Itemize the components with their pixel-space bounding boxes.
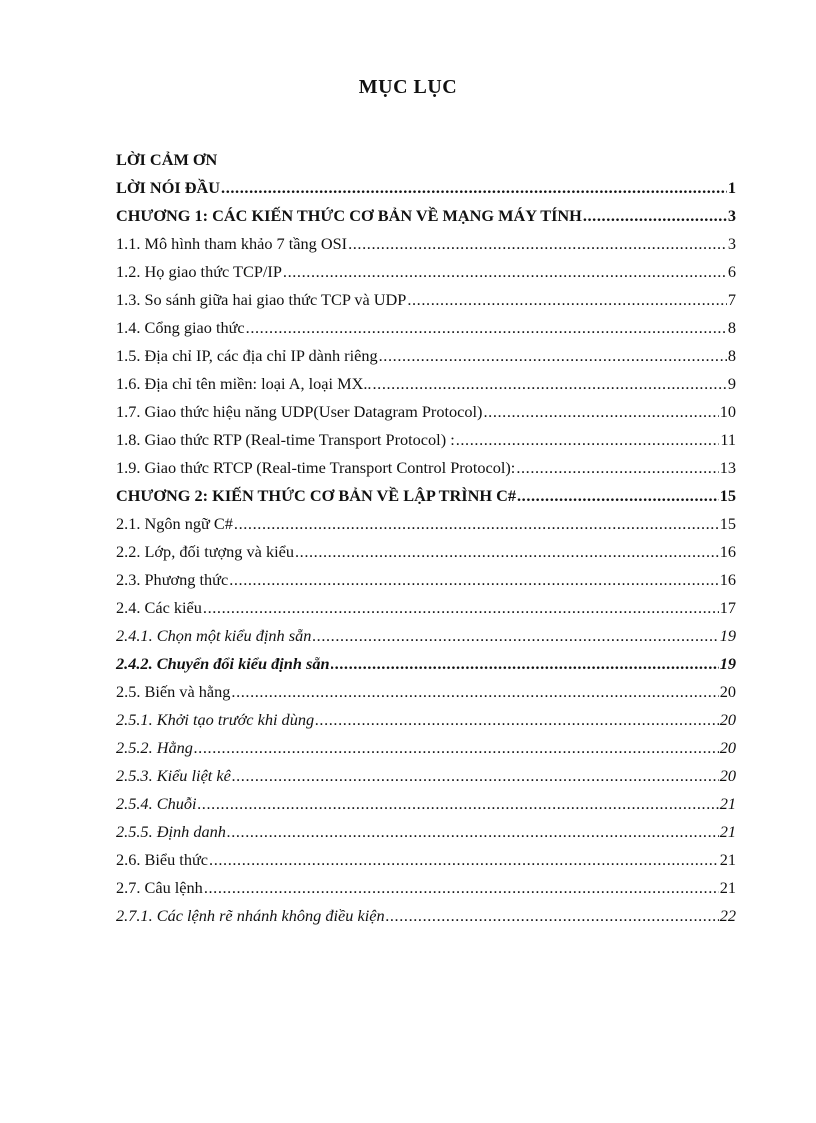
toc-entry-title: 2.1. Ngôn ngữ C# bbox=[116, 514, 233, 533]
toc-entry-title: 1.7. Giao thức hiệu năng UDP(User Datagram Protocol) bbox=[116, 402, 483, 421]
toc-dot-leader bbox=[194, 734, 719, 762]
toc-entry bbox=[116, 762, 736, 790]
toc-dot-leader bbox=[295, 538, 719, 566]
toc-entry bbox=[116, 594, 736, 622]
toc-page-number: 3 bbox=[727, 206, 736, 225]
toc-page-number: 15 bbox=[719, 514, 736, 533]
toc-dot-leader bbox=[198, 790, 719, 818]
toc-page-number: 20 bbox=[719, 766, 736, 785]
toc-dot-leader bbox=[283, 258, 727, 286]
toc-dot-leader bbox=[386, 902, 719, 930]
toc-page-number: 19 bbox=[719, 626, 736, 645]
toc-dot-leader bbox=[483, 398, 718, 426]
toc-entry-title: 2.4.1. Chọn một kiểu định sẵn bbox=[116, 626, 312, 645]
toc-entry-title: CHƯƠNG 2: KIẾN THỨC CƠ BẢN VỀ LẬP TRÌNH C# bbox=[116, 486, 516, 505]
toc-entry-title: 2.5.5. Định danh bbox=[116, 822, 226, 841]
toc-page-number: 15 bbox=[719, 486, 736, 505]
toc-page-number: 17 bbox=[719, 598, 736, 617]
toc-entry-title: 1.5. Địa chỉ IP, các địa chỉ IP dành riêng bbox=[116, 346, 378, 365]
toc-page-number: 20 bbox=[719, 738, 736, 757]
toc-entry bbox=[116, 286, 736, 314]
toc-dot-leader bbox=[232, 762, 719, 790]
toc-entry bbox=[116, 398, 736, 426]
toc-dot-leader bbox=[229, 566, 719, 594]
toc-entry-title: 2.2. Lớp, đối tượng và kiểu bbox=[116, 542, 294, 561]
toc-entry-title: 1.9. Giao thức RTCP (Real-time Transport Control Protocol): bbox=[116, 458, 516, 477]
toc-entry-title: 2.4. Các kiểu bbox=[116, 598, 202, 617]
toc-entry bbox=[116, 846, 736, 874]
toc-dot-leader bbox=[517, 482, 719, 510]
toc-entry bbox=[116, 370, 736, 398]
toc-dot-leader bbox=[407, 286, 727, 314]
toc-page-number: 8 bbox=[727, 318, 736, 337]
toc-entry-title: 1.2. Họ giao thức TCP/IP bbox=[116, 262, 282, 281]
toc-entry-title: 2.4.2. Chuyển đổi kiểu định sẵn bbox=[116, 654, 330, 673]
toc-page-number: 6 bbox=[727, 262, 736, 281]
toc-entry-title: 2.3. Phương thức bbox=[116, 570, 229, 589]
toc-page-number: 7 bbox=[727, 290, 736, 309]
toc-page-number: 16 bbox=[719, 570, 736, 589]
toc-entry bbox=[116, 734, 736, 762]
toc-entry-title: 1.3. So sánh giữa hai giao thức TCP và UDP bbox=[116, 290, 407, 309]
toc-dot-leader bbox=[234, 510, 719, 538]
toc-dot-leader bbox=[204, 874, 719, 902]
toc-dot-leader bbox=[331, 650, 719, 678]
toc-page-number: 21 bbox=[719, 878, 736, 897]
toc-entry bbox=[116, 818, 736, 846]
toc-entry-title: 1.1. Mô hình tham khảo 7 tầng OSI bbox=[116, 234, 348, 253]
toc-entry bbox=[116, 538, 736, 566]
toc-dot-leader bbox=[372, 370, 726, 398]
toc-dot-leader bbox=[516, 454, 718, 482]
toc-dot-leader bbox=[583, 202, 727, 230]
toc-page-number: 20 bbox=[719, 710, 736, 729]
toc-page-number: 21 bbox=[719, 794, 736, 813]
toc-entry bbox=[116, 174, 736, 202]
toc-page-number: 1 bbox=[727, 178, 736, 197]
toc-dot-leader bbox=[209, 846, 719, 874]
toc-entry bbox=[116, 342, 736, 370]
toc-entry-title: 1.8. Giao thức RTP (Real-time Transport Protocol) : bbox=[116, 430, 455, 449]
toc-page-number: 9 bbox=[727, 374, 736, 393]
toc-page-number: 22 bbox=[719, 906, 736, 925]
toc-entry bbox=[116, 566, 736, 594]
toc-entry-title: 2.7. Câu lệnh bbox=[116, 878, 203, 897]
toc-entry-title: 2.5.3. Kiểu liệt kê bbox=[116, 766, 231, 785]
toc-entry-title: LỜI CẢM ƠN bbox=[116, 150, 218, 169]
toc-entry bbox=[116, 650, 736, 678]
toc-page-number: 10 bbox=[719, 402, 736, 421]
toc-entry bbox=[116, 454, 736, 482]
toc-page-number: 19 bbox=[719, 654, 736, 673]
toc-entry bbox=[116, 622, 736, 650]
toc-entry-title: 1.4. Cổng giao thức bbox=[116, 318, 245, 337]
page-title: MỤC LỤC bbox=[358, 76, 458, 98]
toc-dot-leader bbox=[379, 342, 727, 370]
toc-entry bbox=[116, 146, 736, 174]
table-of-contents bbox=[116, 146, 736, 930]
toc-page-number: 21 bbox=[719, 850, 736, 869]
toc-entry bbox=[116, 510, 736, 538]
toc-page-number: 11 bbox=[720, 430, 736, 449]
toc-dot-leader bbox=[227, 818, 719, 846]
toc-entry bbox=[116, 230, 736, 258]
toc-entry-title: 2.5.4. Chuỗi bbox=[116, 794, 197, 813]
toc-dot-leader bbox=[315, 706, 719, 734]
toc-entry bbox=[116, 706, 736, 734]
toc-entry bbox=[116, 790, 736, 818]
toc-dot-leader bbox=[246, 314, 727, 342]
toc-entry bbox=[116, 426, 736, 454]
toc-entry-title: 2.5.1. Khởi tạo trước khi dùng bbox=[116, 710, 315, 729]
toc-entry bbox=[116, 902, 736, 930]
toc-page-number: 16 bbox=[719, 542, 736, 561]
toc-dot-leader bbox=[231, 678, 718, 706]
toc-entry-title: 2.7.1. Các lệnh rẽ nhánh không điều kiện bbox=[116, 906, 385, 925]
toc-entry-title: 2.5.2. Hằng bbox=[116, 738, 193, 757]
toc-dot-leader bbox=[312, 622, 718, 650]
toc-page-number: 3 bbox=[727, 234, 736, 253]
toc-entry bbox=[116, 874, 736, 902]
toc-entry bbox=[116, 202, 736, 230]
toc-entry-title: 2.6. Biểu thức bbox=[116, 850, 209, 869]
toc-page-number: 20 bbox=[719, 682, 736, 701]
toc-dot-leader bbox=[203, 594, 719, 622]
toc-dot-leader bbox=[348, 230, 727, 258]
toc-dot-leader bbox=[221, 174, 727, 202]
toc-entry bbox=[116, 482, 736, 510]
toc-entry bbox=[116, 678, 736, 706]
toc-entry bbox=[116, 258, 736, 286]
toc-entry-title: 2.5. Biến và hằng bbox=[116, 682, 231, 701]
toc-entry-title: 1.6. Địa chỉ tên miền: loại A, loại MX.. bbox=[116, 374, 372, 393]
toc-entry-title: LỜI NÓI ĐẦU bbox=[116, 178, 221, 197]
toc-page-number: 8 bbox=[727, 346, 736, 365]
toc-page-number: 21 bbox=[719, 822, 736, 841]
toc-entry-title: CHƯƠNG 1: CÁC KIẾN THỨC CƠ BẢN VỀ MẠNG MÁY TÍNH bbox=[116, 206, 582, 225]
toc-entry bbox=[116, 314, 736, 342]
toc-page-number: 13 bbox=[719, 458, 736, 477]
toc-dot-leader bbox=[456, 426, 720, 454]
